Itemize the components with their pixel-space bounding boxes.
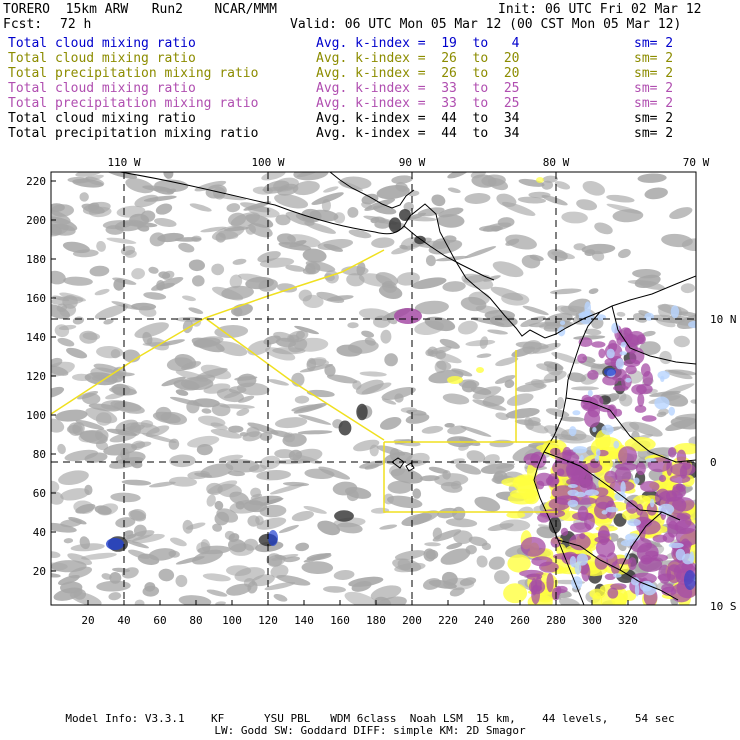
x-tick-label: 40 [117, 614, 131, 627]
x-tick-label: 20 [81, 614, 95, 627]
x-tick-label: 160 [330, 614, 350, 627]
legend-field: Total precipitation mixing ratio [8, 66, 259, 81]
legend-sm: sm= 2 [634, 96, 674, 111]
legend-kindex: Avg. k-index = 44 to 34 [316, 126, 520, 141]
legend-field: Total cloud mixing ratio [8, 36, 196, 51]
model-physics: LW: Godd SW: Goddard DIFF: simple KM: 2D Smagor [214, 724, 526, 737]
y-tick-label: 160 [26, 292, 46, 305]
y-tick-label: 60 [32, 487, 46, 500]
model-title: TORERO 15km ARW Run2 NCAR/MMM [3, 2, 277, 17]
longitude-label: 100 W [251, 156, 285, 169]
legend-kindex: Avg. k-index = 26 to 20 [316, 51, 520, 66]
legend-sm: sm= 2 [634, 81, 674, 96]
y-tick-label: 180 [26, 253, 46, 266]
y-tick-label: 120 [26, 370, 46, 383]
legend-kindex: Avg. k-index = 44 to 34 [316, 111, 520, 126]
legend-sm: sm= 2 [634, 36, 674, 51]
legend-sm: sm= 2 [634, 126, 674, 141]
y-tick-label: 200 [26, 214, 46, 227]
legend-field: Total precipitation mixing ratio [8, 96, 259, 111]
x-tick-label: 140 [294, 614, 314, 627]
x-tick-label: 100 [222, 614, 242, 627]
y-tick-label: 140 [26, 331, 46, 344]
latitude-label: 0 [710, 456, 717, 469]
x-tick-label: 280 [546, 614, 566, 627]
longitude-label: 110 W [107, 156, 141, 169]
legend-field: Total cloud mixing ratio [8, 111, 196, 126]
y-tick-label: 40 [32, 526, 46, 539]
x-tick-label: 120 [258, 614, 278, 627]
y-tick-label: 20 [32, 565, 46, 578]
legend-kindex: Avg. k-index = 26 to 20 [316, 66, 520, 81]
legend-kindex: Avg. k-index = 33 to 25 [316, 81, 520, 96]
model-info: Model Info: V3.3.1 KF YSU PBL WDM 6class Noah LSM 15 km, 44 levels, 54 sec [65, 712, 675, 725]
legend-field: Total precipitation mixing ratio [8, 126, 259, 141]
x-tick-label: 260 [510, 614, 530, 627]
legend-kindex: Avg. k-index = 19 to 4 [316, 36, 520, 51]
legend-sm: sm= 2 [634, 111, 674, 126]
x-tick-label: 60 [153, 614, 167, 627]
latitude-label: 10 S [710, 600, 737, 613]
forecast-hours: 72 h [60, 17, 92, 32]
x-tick-label: 80 [189, 614, 203, 627]
init-time: Init: 06 UTC Fri 02 Mar 12 [498, 2, 702, 17]
x-tick-label: 300 [582, 614, 602, 627]
x-tick-label: 180 [366, 614, 386, 627]
y-tick-label: 80 [32, 448, 46, 461]
legend-kindex: Avg. k-index = 33 to 25 [316, 96, 520, 111]
x-tick-label: 200 [402, 614, 422, 627]
legend-sm: sm= 2 [634, 66, 674, 81]
longitude-label: 90 W [398, 156, 426, 169]
legend-sm: sm= 2 [634, 51, 674, 66]
legend-field: Total cloud mixing ratio [8, 81, 196, 96]
x-tick-label: 320 [618, 614, 638, 627]
longitude-label: 80 W [542, 156, 570, 169]
latitude-label: 10 N [710, 313, 737, 326]
legend-field: Total cloud mixing ratio [8, 51, 196, 66]
longitude-label: 70 W [682, 156, 710, 169]
y-tick-label: 100 [26, 409, 46, 422]
x-tick-label: 240 [474, 614, 494, 627]
forecast-label: Fcst: [3, 17, 43, 32]
valid-time: Valid: 06 UTC Mon 05 Mar 12 (00 CST Mon 05 Mar 12) [290, 17, 682, 32]
x-tick-label: 220 [438, 614, 458, 627]
y-tick-label: 220 [26, 175, 46, 188]
